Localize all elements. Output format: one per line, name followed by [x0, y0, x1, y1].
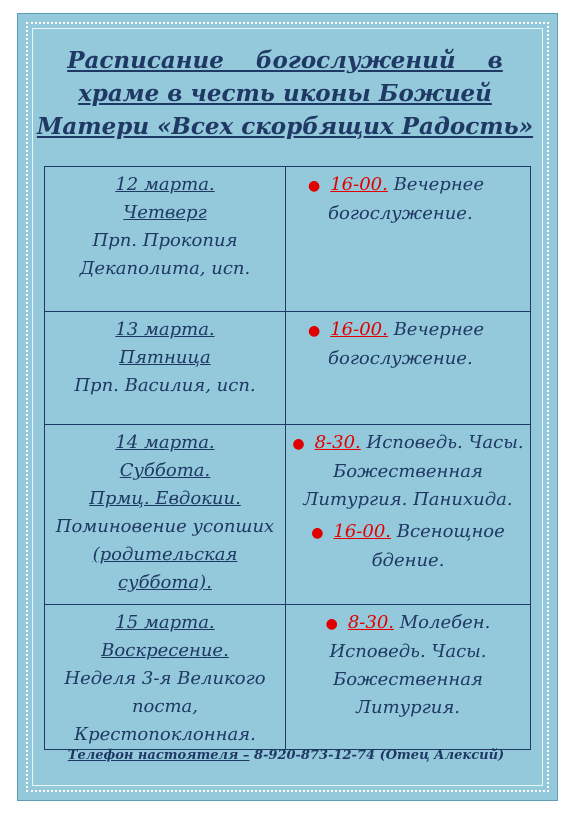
date-label: 15 марта. — [115, 612, 215, 633]
event-item — [286, 514, 530, 575]
saint-line: Прмц. Евдокии. — [89, 488, 241, 509]
event-time: 8-30. — [347, 612, 395, 633]
saint-line: Неделя 3-я Великого — [64, 668, 266, 689]
event-text: Молебен. — [399, 612, 491, 633]
bullet-icon: ● — [292, 436, 305, 452]
event-time: 16-00. — [333, 521, 392, 542]
event-time: 16-00. — [330, 319, 388, 340]
table-row — [45, 425, 531, 605]
table-row — [45, 167, 531, 312]
event-item — [286, 425, 530, 514]
events-cell — [286, 425, 531, 605]
bullet-icon: ● — [311, 525, 324, 541]
event-text: богослужение. — [328, 348, 473, 369]
saint-line: Прп. Прокопия — [92, 230, 238, 251]
saint-line: Крестопоклонная. — [74, 724, 256, 745]
memorial-line: (родительская суббота). — [92, 544, 238, 593]
day-cell — [45, 312, 286, 425]
saint-line: поста, — [131, 696, 199, 717]
event-text: Вечернее — [393, 319, 484, 340]
event-text: Литургия. Панихида. — [303, 489, 513, 510]
event-time: 8-30. — [314, 432, 361, 453]
date-label: 13 марта. — [115, 319, 215, 340]
event-text: Литургия. — [356, 697, 460, 718]
event-text: Божественная — [333, 669, 483, 690]
weekday-label: Четверг — [123, 202, 207, 223]
weekday-label: Пятница — [119, 347, 211, 368]
title-line-3: Матери «Всех скорбящих Радость» — [36, 113, 534, 140]
saint-line: Декаполита, исп. — [79, 258, 251, 279]
weekday-label: Суббота. — [119, 460, 211, 481]
weekday-label: Воскресение. — [101, 640, 229, 661]
title-line-2: храме в честь иконы Божией — [78, 80, 492, 107]
event-time: 16-00. — [330, 174, 388, 195]
event-text: Божественная — [333, 461, 483, 482]
bullet-icon: ● — [308, 178, 321, 194]
event-text: бдение. — [371, 550, 445, 571]
schedule-table — [44, 166, 531, 750]
events-cell — [286, 312, 531, 425]
bullet-icon: ● — [308, 323, 321, 339]
date-label: 14 марта. — [115, 432, 215, 453]
memorial-line: Поминовение усопших — [55, 516, 275, 537]
table-row — [45, 312, 531, 425]
footer-label: Телефон настоятеля – — [67, 748, 250, 763]
footer-contact — [44, 748, 528, 763]
event-text: богослужение. — [328, 203, 473, 224]
event-item — [286, 605, 530, 722]
event-text: Исповедь. Часы. — [329, 641, 487, 662]
date-label: 12 марта. — [115, 174, 215, 195]
event-item — [286, 167, 530, 228]
table-row — [45, 605, 531, 750]
events-cell — [286, 605, 531, 750]
events-cell — [286, 167, 531, 312]
bullet-icon: ● — [325, 616, 338, 632]
day-cell — [45, 425, 286, 605]
event-text: Всенощное — [396, 521, 505, 542]
event-text: Исповедь. Часы. — [366, 432, 524, 453]
event-item — [286, 312, 530, 373]
event-text: Вечернее — [393, 174, 484, 195]
saint-line: Прп. Василия, исп. — [74, 375, 256, 396]
day-cell — [45, 167, 286, 312]
day-cell — [45, 605, 286, 750]
footer-phone: 8-920-873-12-74 (Отец Алексий) — [249, 748, 505, 763]
page-title — [30, 44, 540, 143]
title-line-1: Расписание богослужений в — [67, 47, 503, 74]
